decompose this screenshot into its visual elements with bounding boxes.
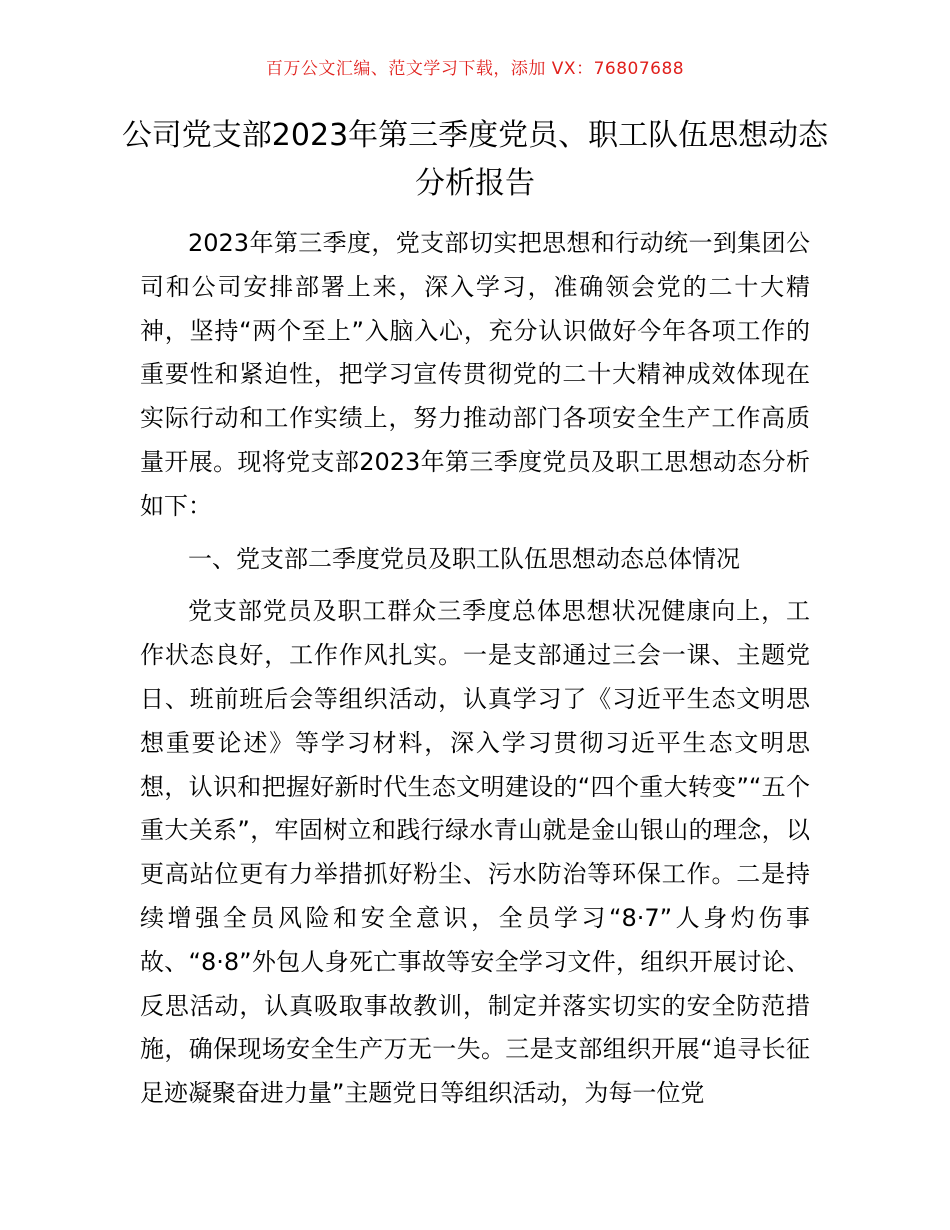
section-one-paragraph: 党支部党员及职工群众三季度总体思想状况健康向上，工作状态良好，工作作风扎实。一是支部通过三会一课、主题党日、班前班后会等组织活动，认真学习了《习近平生态文明思想重要论述》等学习材料，深入学习贯彻习近平生态文明思想，认识和把握好新时代生态文明建设的“四个重大转变”“五个重大关系”，牢固树立和践行绿水青山就是金山银山的理念，以更高站位更有力举措抓好粉尘、污水防治等环保工作。二是持续增强全员风险和安全意识，全员学习“8·7”人身灼伤事故、“8·8”外包人身死亡事故等安全学习文件，组织开展讨论、反思活动，认真吸取事故教训，制定并落实切实的安全防范措施，确保现场安全生产万无一失。三是支部组织开展“追寻长征足迹凝聚奋进力量”主题党日等组织活动，为每一位党 bbox=[140, 597, 810, 1108]
document-title: 公司党支部2023年第三季度党员、职工队伍思想动态分析报告 bbox=[121, 118, 829, 201]
intro-paragraph: 2023年第三季度，党支部切实把思想和行动统一到集团公司和公司安排部署上来，深入学习，准确领会党的二十大精神，坚持“两个至上”入脑入心，充分认识做好今年各项工作的重要性和紧迫性，把学习宣传贯彻党的二十大精神成效体现在实际行动和工作实绩上，努力推动部门各项安全生产工作高质量开展。现将党支部2023年第三季度党员及职工思想动态分析如下： bbox=[140, 229, 810, 520]
document-body bbox=[140, 222, 810, 1116]
section-one-heading: 一、党支部二季度党员及职工队伍思想动态总体情况 bbox=[188, 544, 740, 573]
header-banner: 百万公文汇编、范文学习下载，添加 VX：76807688 bbox=[265, 59, 685, 79]
